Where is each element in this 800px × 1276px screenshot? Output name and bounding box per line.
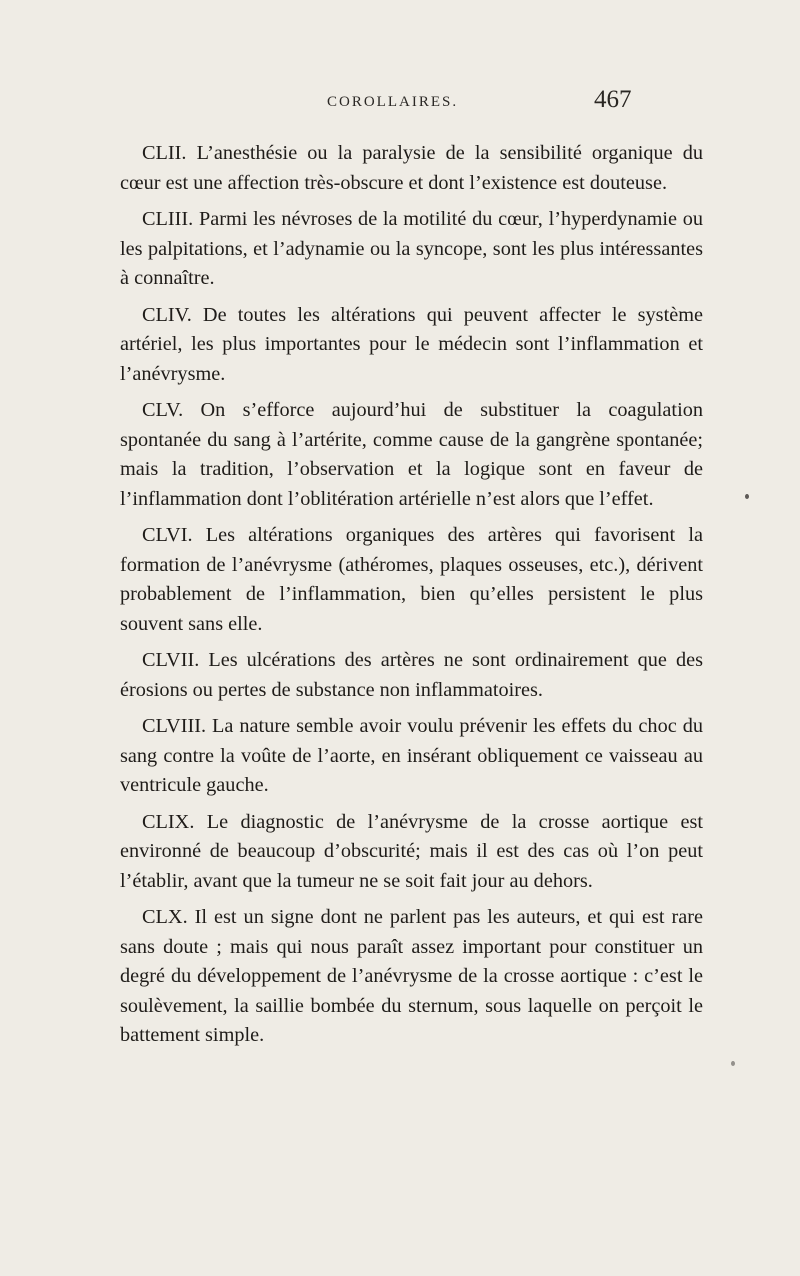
print-speck-mark <box>731 1061 735 1066</box>
page-number: 467 <box>594 86 632 113</box>
paragraph-clix: CLIX. Le diagnostic de l’anévrysme de la crosse aortique est environné de beaucoup d’obscurité; mais il est des cas où l’on peut l’établir, avant que la tumeur ne se soit fait jour au dehors. <box>120 810 703 892</box>
paragraph-clv: CLV. On s’efforce aujourd’hui de substituer la coagulation spontanée du sang à l’artérite, comme cause de la gangrène spontanée; mais la tradition, l’observation et la logique sont en faveur de l’inflammation dont l’oblitération artérielle n’est alors que l’effet. <box>120 399 703 510</box>
paragraph-clvii: CLVII. Les ulcérations des artères ne sont ordinairement que des érosions ou pertes de substance non inflammatoires. <box>120 649 703 701</box>
paragraph-clvi: CLVI. Les altérations organiques des artères qui favorisent la formation de l’anévrysme (athéromes, plaques osseuses, etc.), dérivent probablement de l’inflammation, bien qu’elles persistent le plus souvent sans elle. <box>120 524 703 635</box>
paragraph-clx: CLX. Il est un signe dont ne parlent pas les auteurs, et qui est rare sans doute ; mais qui nous paraît assez important pour constituer un degré du développement de l’anévrysme de la crosse aortique : c’est le soulèvement, la saillie bombée du sternum, sous laquelle on perçoit le battement simple. <box>120 906 703 1046</box>
running-head <box>0 86 800 126</box>
paragraph-cliii: CLIII. Parmi les névroses de la motilité du cœur, l’hyperdynamie ou les palpitations, et l’adynamie ou la syncope, sont les plus intéressantes à connaître. <box>120 208 703 289</box>
paragraph-clviii: CLVIII. La nature semble avoir voulu prévenir les effets du choc du sang contre la voûte de l’aorte, en insérant obliquement ce vaisseau au ventricule gauche. <box>120 715 703 796</box>
body-text <box>120 139 703 1058</box>
running-title: COROLLAIRES. <box>327 94 459 110</box>
print-speck-mark <box>745 494 749 499</box>
paragraph-cliv: CLIV. De toutes les altérations qui peuvent affecter le système artériel, les plus importantes pour le médecin sont l’inflammation et l’anévrysme. <box>120 303 703 385</box>
paragraph-clii: CLII. L’anesthésie ou la paralysie de la sensibilité organique du cœur est une affection très-obscure et dont l’existence est douteuse. <box>120 142 703 194</box>
